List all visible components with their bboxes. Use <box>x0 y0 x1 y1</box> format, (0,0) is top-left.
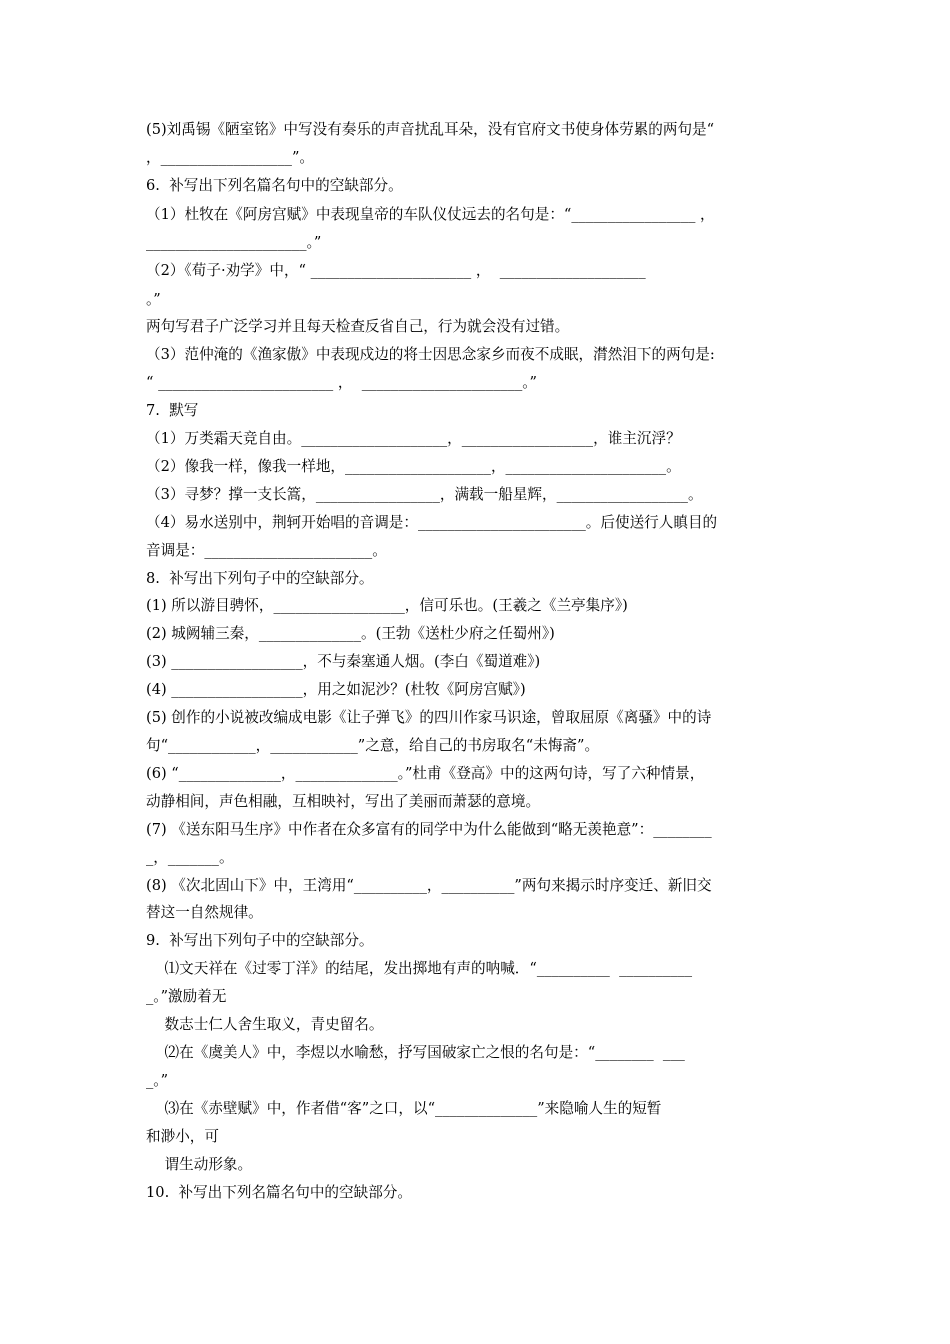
question-heading: 9. 补写出下列句子中的空缺部分。 <box>146 932 374 949</box>
text-line: （3）范仲淹的《渔家傲》中表现戍边的将士因思念家乡而夜不成眠，潸然泪下的两句是: <box>146 346 715 363</box>
text-line: 数志士仁人舍生取义，青史留名。 <box>146 1016 384 1033</box>
text-line: 。” <box>146 291 161 308</box>
text-line: _。”激励着无 <box>146 988 227 1005</box>
text-line: 音调是：_______________________。 <box>146 542 387 559</box>
text-line: “ ________________________ ， ______________________。” <box>146 374 538 391</box>
text-line: (3) __________________，不与秦塞通人烟。(李白《蜀道难》) <box>146 653 541 670</box>
text-line: （4）易水送别中，荆轲开始唱的音调是：_______________________。后使送行人瞋目的 <box>146 514 718 531</box>
text-line: ⑴文天祥在《过零丁洋》的结尾，发出掷地有声的呐喊．“__________ __________ <box>146 960 693 977</box>
text-line: （3）寻梦？撑一支长篙，_________________，满载一船星辉，__________________。 <box>146 486 703 503</box>
text-line: (5) 创作的小说被改编成电影《让子弹飞》的四川作家马识途，曾取屈原《离骚》中的诗 <box>146 709 712 726</box>
question-heading: 6. 补写出下列名篇名句中的空缺部分。 <box>146 177 403 194</box>
text-line: （2）《荀子·劝学》中，“ ______________________ ， ____________________ <box>146 262 646 279</box>
text-line: (1) 所以游目骋怀，__________________，信可乐也。(王羲之《兰亭集序》) <box>146 597 628 614</box>
text-line: ______________________。” <box>146 234 322 251</box>
text-line: (7) 《送东阳马生序》中作者在众多富有的同学中为什么能做到“略无羡艳意”：________ <box>146 821 712 838</box>
question-heading: 8. 补写出下列句子中的空缺部分。 <box>146 570 374 587</box>
text-line: (2) 城阙辅三秦，______________。(王勃《送杜少府之任蜀州》) <box>146 625 555 642</box>
text-line: (8) 《次北固山下》中，王湾用“__________，__________”两句来揭示时序变迁、新旧交 <box>146 877 712 894</box>
text-line: (5)刘禹锡《陋室铭》中写没有奏乐的声音扰乱耳朵，没有官府文书使身体劳累的两句是“ <box>146 121 715 138</box>
text-line: ，__________________”。 <box>146 149 314 166</box>
text-line: _，_______。 <box>146 849 234 866</box>
question-heading: 10. 补写出下列名篇名句中的空缺部分。 <box>146 1184 412 1201</box>
text-line: 和渺小，可 <box>146 1128 219 1145</box>
text-line: _。” <box>146 1072 169 1089</box>
text-line: (6) “______________，______________。”杜甫《登高》中的这两句诗，写了六种情景， <box>146 765 705 782</box>
text-line: 替这一自然规律。 <box>146 904 263 921</box>
text-line: （1）杜牧在《阿房宫赋》中表现皇帝的车队仪仗远去的名句是：“_________________ ， <box>146 206 715 223</box>
text-line: 两句写君子广泛学习并且每天检查反省自己，行为就会没有过错。 <box>146 318 570 335</box>
text-line: ⑶在《赤壁赋》中，作者借“客”之口，以“______________”来隐喻人生的短暂 <box>146 1100 662 1117</box>
text-line: 句“____________，____________”之意，给自己的书房取名“未悔斋”。 <box>146 737 600 754</box>
text-line: 谓生动形象。 <box>146 1156 253 1173</box>
text-line: ⑵在《虞美人》中，李煜以水喻愁，抒写国破家亡之恨的名句是：“________ ___ <box>146 1044 685 1061</box>
question-heading: 7. 默写 <box>146 402 199 419</box>
text-line: 动静相间，声色相融，互相映衬，写出了美丽而萧瑟的意境。 <box>146 793 541 810</box>
text-line: (4) __________________，用之如泥沙？(杜牧《阿房宫赋》) <box>146 681 526 698</box>
text-line: （1）万类霜天竞自由。____________________，__________________，谁主沉浮？ <box>146 430 681 447</box>
text-line: （2）像我一样，像我一样地，____________________，______________________。 <box>146 458 681 475</box>
